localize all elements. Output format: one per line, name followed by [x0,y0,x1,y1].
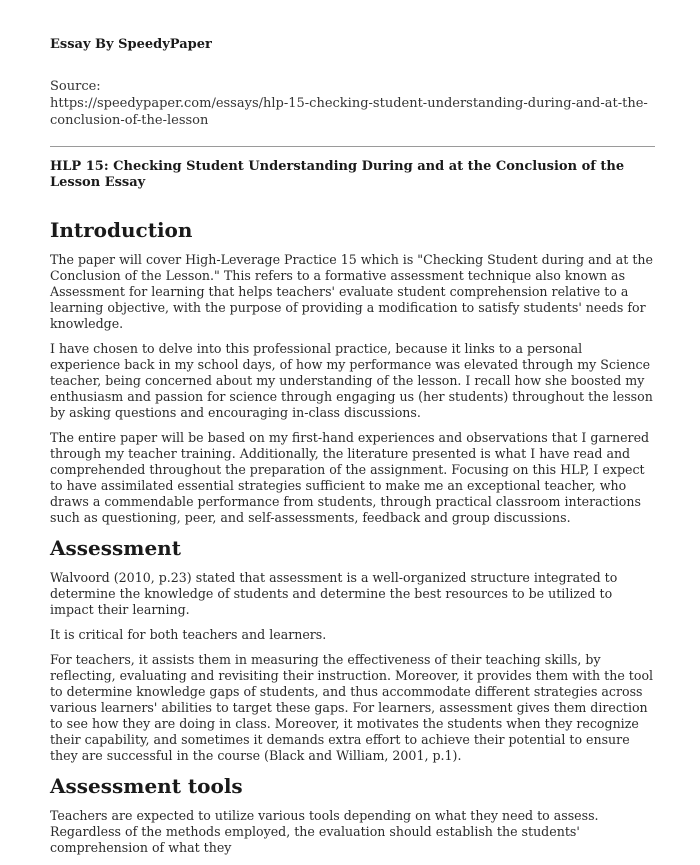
paragraph: For teachers, it assists them in measuring the effectiveness of their teaching skills, by reflecting, evaluating and revisiting their instruction. Moreover, it provides them with the tool to determine knowledge gaps of students, and thus accommodate different strategies across various learners' abilities to target these gaps. For learners, assessment gives them direction to see how they are doing in class. Moreover, it motivates the students when they recognize their capability, and sometimes it demands extra effort to achieve their potential to ensure they are successful in the course (Black and William, 2001, p.1). [50,652,654,763]
paragraph: Teachers are expected to utilize various tools depending on what they need to assess. Regardless of the methods employed, the evaluation should establish the students' comprehension of what they [50,808,599,855]
paragraph: It is critical for both teachers and learners. [50,627,327,642]
paragraph: The entire paper will be based on my first-hand experiences and observations that I garnered through my teacher training. Additionally, the literature presented is what I have read and comprehended throughout the preparation of the assignment. Focusing on this HLP, I expect to have assimilated essential strategies sufficient to make me an exceptional teacher, who draws a commendable performance from students, through practical classroom interactions such as questioning, peer, and self-assessments, feedback and group discussions. [50,430,650,525]
section-heading-assessment: Assessment [50,536,181,560]
source-label: Source: [50,79,101,94]
section-heading-introduction: Introduction [50,218,193,242]
header-divider [50,146,655,147]
section-heading-assessment-tools: Assessment tools [50,774,243,798]
brand-title: Essay By SpeedyPaper [50,37,212,52]
source-link[interactable]: https://speedypaper.com/essays/hlp-15-checking-student-understanding-during-and-at-the-conclusion-of-the-lesson [50,96,648,128]
paragraph: I have chosen to delve into this professional practice, because it links to a personal experience back in my school days, of how my performance was elevated through my Science teacher, being concerned about my understanding of the lesson. I recall how she boosted my enthusiasm and passion for science through engaging us (her students) throughout the lesson by asking questions and encouraging in-class discussions. [50,341,653,420]
paragraph: Walvoord (2010, p.23) stated that assessment is a well-organized structure integrated to determine the knowledge of students and determine the best resources to be utilized to impact their learning. [50,570,618,617]
essay-page [50,36,655,865]
paragraph: The paper will cover High-Leverage Practice 15 which is "Checking Student during and at the Conclusion of the Lesson." This refers to a formative assessment technique also known as Assessment for learning that helps teachers' evaluate student comprehension relative to a learning objective, with the purpose of providing a modification to satisfy students' needs for knowledge. [50,252,653,331]
document-title: HLP 15: Checking Student Understanding During and at the Conclusion of the Lesson Essay [50,159,625,190]
